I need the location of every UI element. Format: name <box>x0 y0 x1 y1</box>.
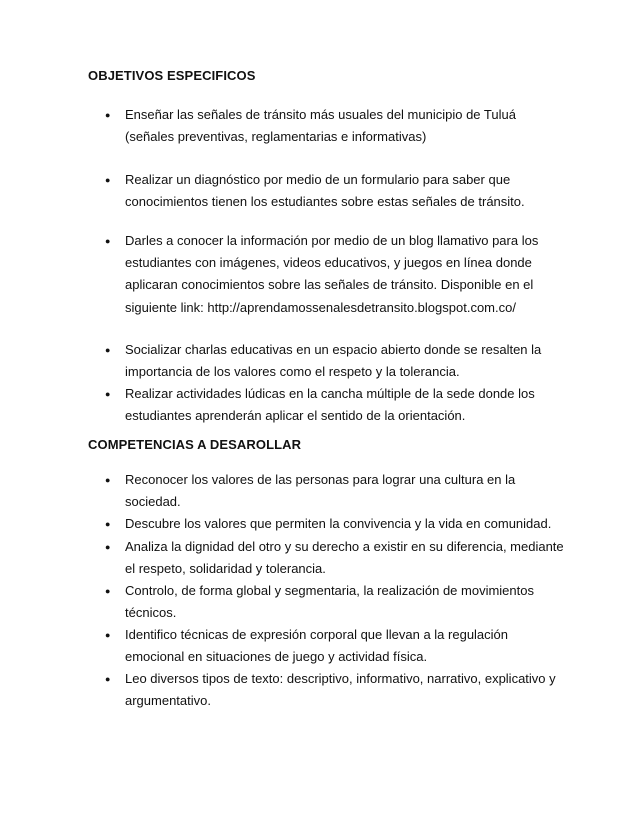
text-line: sociedad. <box>125 494 181 510</box>
text-line: Identifico técnicas de expresión corporal que llevan a la regulación <box>125 627 509 642</box>
text-line: Enseñar las señales de tránsito más usuales del municipio de Tuluá <box>125 107 516 122</box>
text-line: Descubre los valores que permiten la convivencia y la vida en comunidad. <box>125 516 552 531</box>
bullet-icon: ● <box>105 586 111 596</box>
text-line: Darles a conocer la información por medio de un blog llamativo para los <box>125 233 539 248</box>
text-line: Realizar un diagnóstico por medio de un formulario para saber que <box>125 172 511 187</box>
bullet-icon: ● <box>105 345 111 355</box>
text-line: aplicaran conocimientos sobre las señales de tránsito. Disponible en el <box>125 277 534 293</box>
bullet-icon: ● <box>105 519 111 529</box>
text-line: argumentativo. <box>125 693 211 709</box>
list-item-text <box>125 513 565 535</box>
bullet-icon: ● <box>105 389 111 399</box>
list-item-text <box>125 169 565 213</box>
list-item-text <box>125 536 565 580</box>
list-item-text <box>125 339 565 383</box>
text-line: Leo diversos tipos de texto: descriptivo, informativo, narrativo, explicativo y <box>125 671 556 686</box>
bullet-icon: ● <box>105 175 111 185</box>
text-line: Analiza la dignidad del otro y su derecho a existir en su diferencia, mediante <box>125 539 564 554</box>
bullet-icon: ● <box>105 236 111 246</box>
text-line: (señales preventivas, reglamentarias e informativas) <box>125 129 427 145</box>
text-line: siguiente link: http://aprendamossenalesdetransito.blogspot.com.co/ <box>125 299 516 315</box>
text-line: conocimientos tienen los estudiantes sobre estas señales de tránsito. <box>125 194 525 210</box>
text-line: Reconocer los valores de las personas para lograr una cultura en la <box>125 472 516 487</box>
text-line: estudiantes con imágenes, videos educativos, y juegos en línea donde <box>125 255 532 271</box>
bullet-icon: ● <box>105 674 111 684</box>
text-line: el respeto, solidaridad y tolerancia. <box>125 561 326 577</box>
text-line: estudiantes aprenderán aplicar el sentido de la orientación. <box>125 408 466 424</box>
text-line: técnicos. <box>125 605 177 621</box>
objetivos-heading: OBJETIVOS ESPECIFICOS <box>88 68 256 83</box>
list-item-text <box>125 230 565 319</box>
competencias-heading: COMPETENCIAS A DESAROLLAR <box>88 437 302 452</box>
list-item-text <box>125 668 565 712</box>
bullet-icon: ● <box>105 542 111 552</box>
list-item-text <box>125 580 565 624</box>
text-line: Controlo, de forma global y segmentaria, la realización de movimientos <box>125 583 534 598</box>
list-item-text <box>125 624 565 668</box>
text-line: emocional en situaciones de juego y actividad física. <box>125 649 428 665</box>
text-line: Realizar actividades lúdicas en la cancha múltiple de la sede donde los <box>125 386 535 401</box>
bullet-icon: ● <box>105 630 111 640</box>
list-item-text <box>125 104 565 148</box>
bullet-icon: ● <box>105 110 111 120</box>
list-item-text <box>125 469 565 513</box>
list-item-text <box>125 383 565 427</box>
bullet-icon: ● <box>105 475 111 485</box>
text-line: Socializar charlas educativas en un espacio abierto donde se resalten la <box>125 342 542 357</box>
text-line: importancia de los valores como el respeto y la tolerancia. <box>125 364 460 380</box>
